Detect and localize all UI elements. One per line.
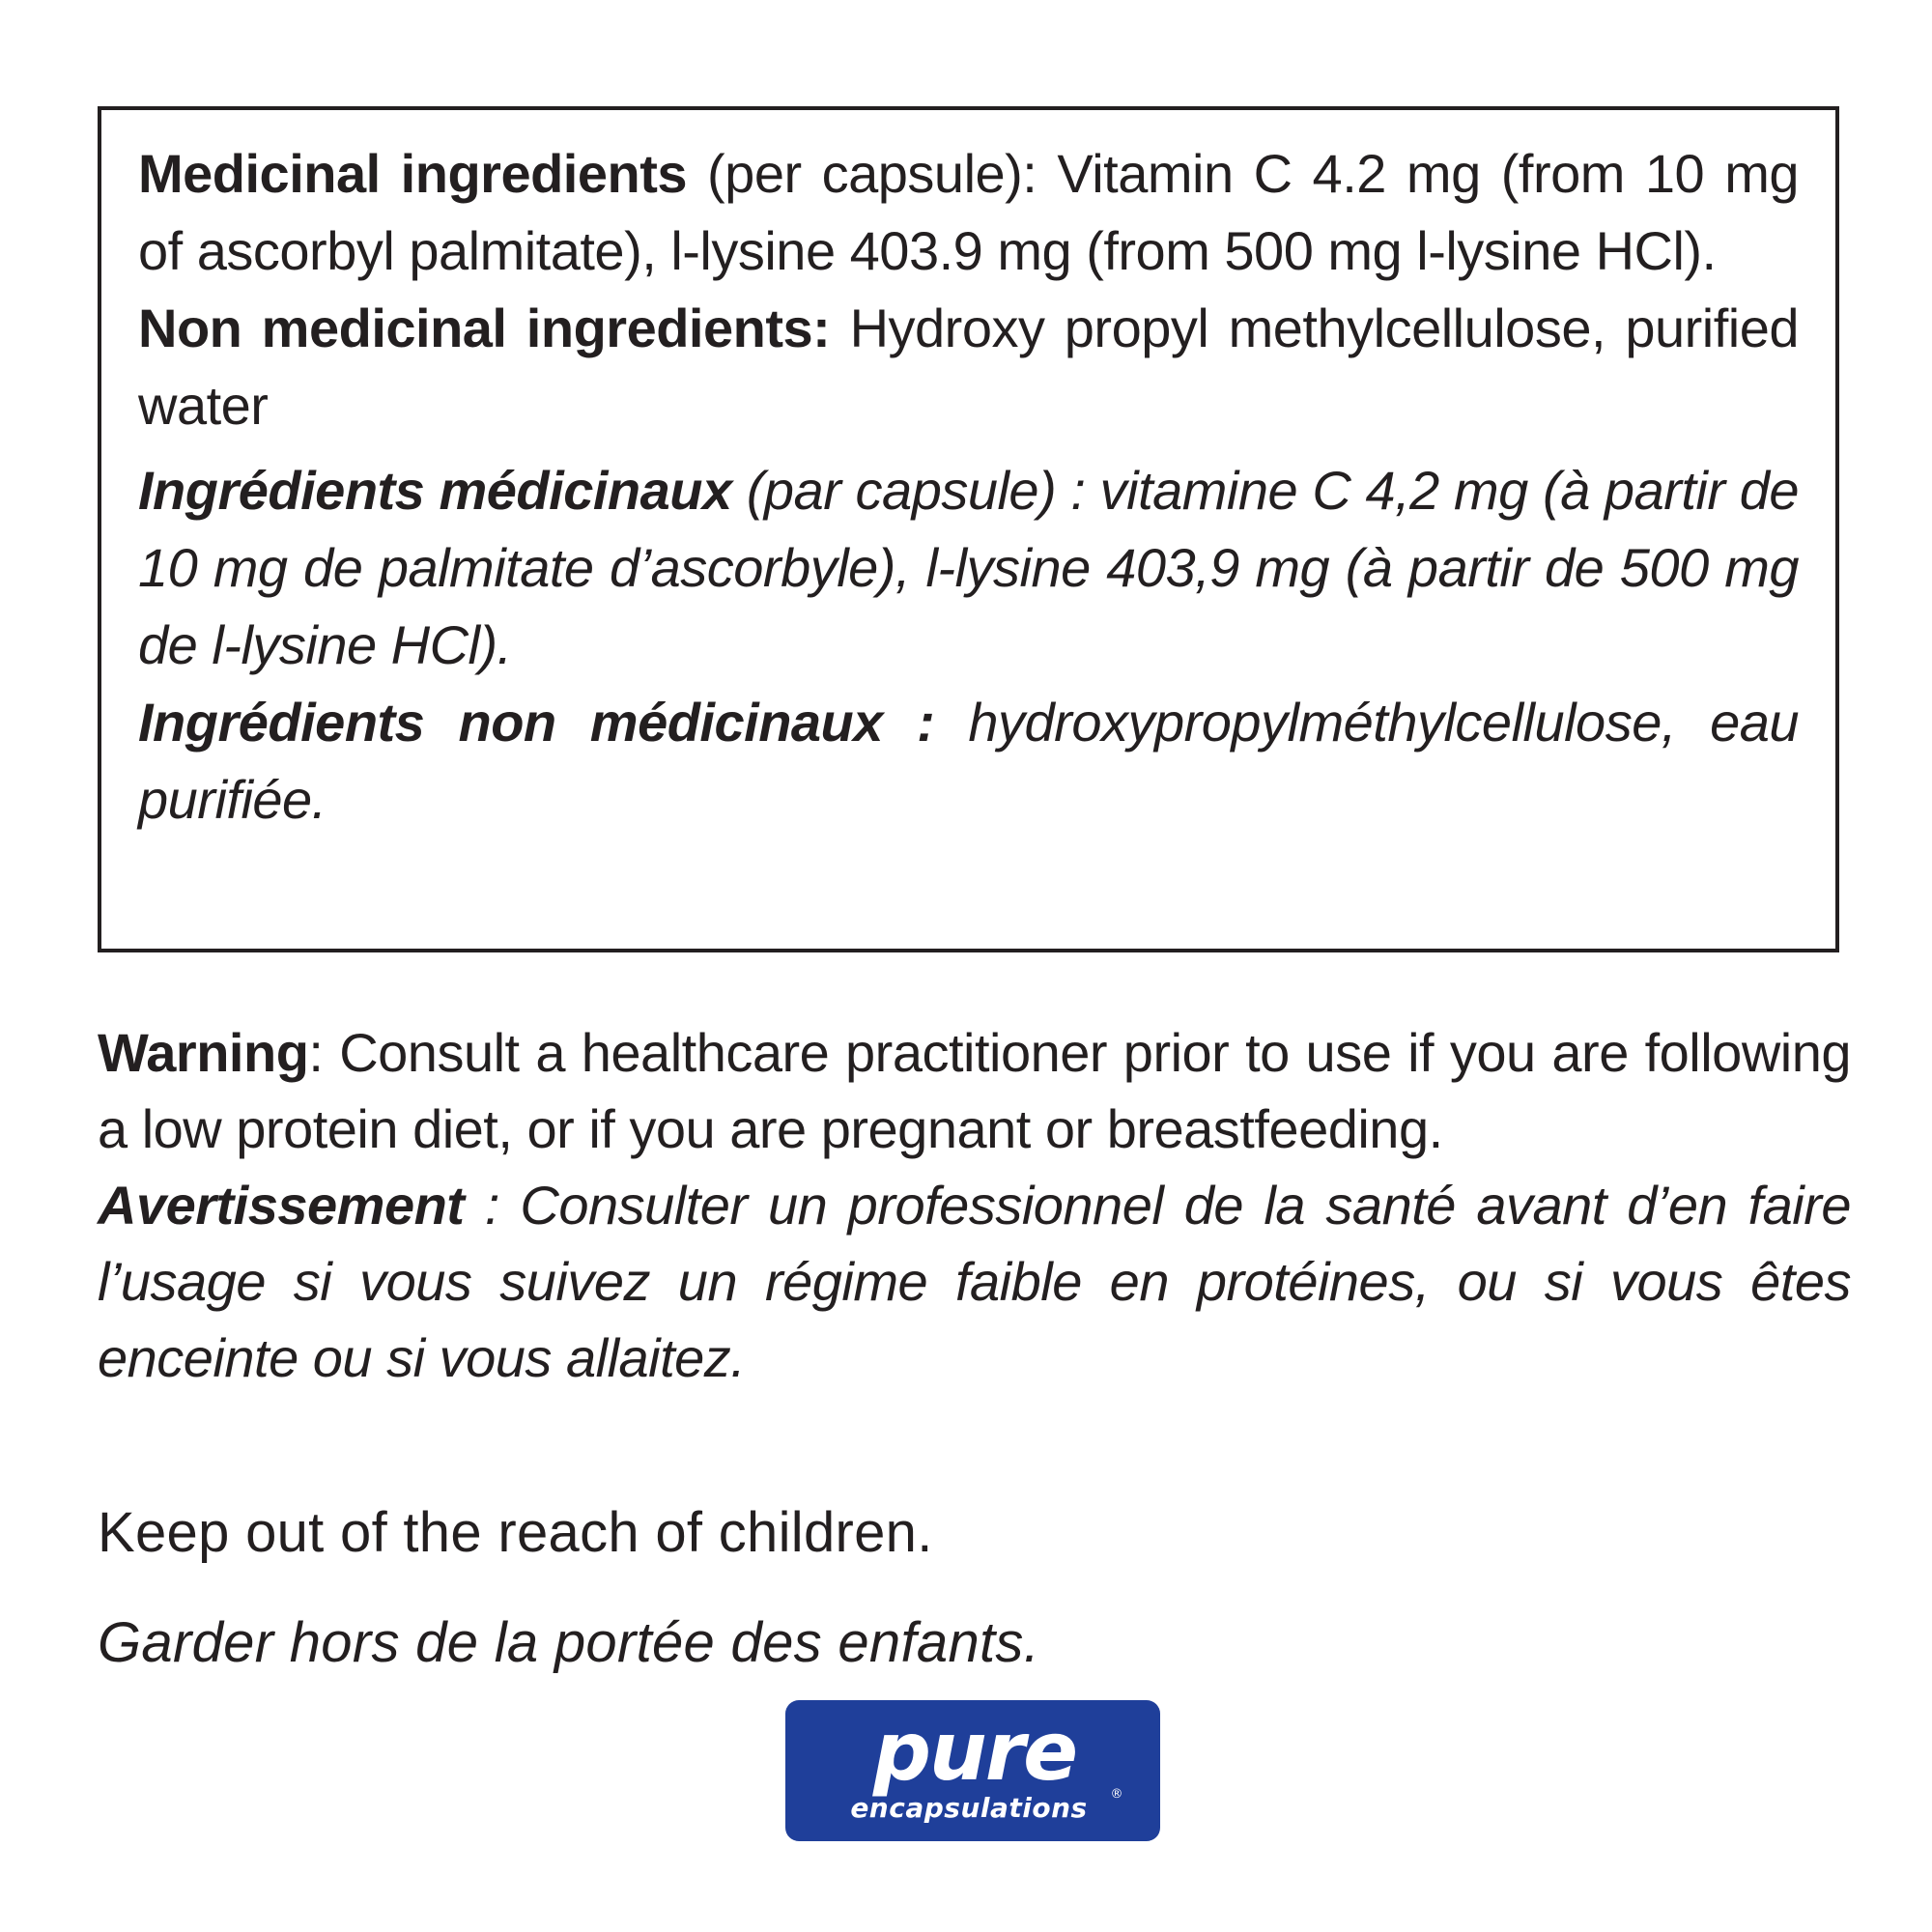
warnings-section [98, 1014, 1851, 1396]
warning-en-text: : Consult a healthcare practitioner prior to use if you are following a low protein diet, or if you are pregnant or breastfeeding. [98, 1022, 1851, 1159]
warning-en [98, 1014, 1851, 1167]
non-medicinal-ingredients-fr [138, 684, 1799, 838]
logo-registered-mark: ® [1110, 1787, 1123, 1802]
medicinal-ingredients-en [138, 135, 1799, 290]
non-medicinal-ingredients-fr-label: Ingrédients non médicinaux : [138, 692, 935, 753]
warning-en-label: Warning [98, 1022, 309, 1083]
medicinal-ingredients-fr-text: (par capsule) : vitamine C 4,2 mg (à partir de 10 mg de palmitate d’ascorbyle), l-lysine 403,9 mg (à partir de 500 mg de l-lysine HCl). [138, 460, 1799, 675]
ingredients-box [98, 106, 1839, 952]
children-notice [98, 1478, 1851, 1698]
non-medicinal-ingredients-en [138, 290, 1799, 444]
warning-fr [98, 1167, 1851, 1396]
logo-brand-text: pure [872, 1704, 1077, 1799]
children-notice-en: Keep out of the reach of children. [98, 1501, 933, 1564]
medicinal-ingredients-fr [138, 452, 1799, 684]
non-medicinal-ingredients-en-text: Hydroxy propyl methylcellulose, purified water [138, 298, 1800, 436]
medicinal-ingredients-fr-label: Ingrédients médicinaux [138, 460, 732, 521]
logo-subtitle-text: encapsulations [850, 1792, 1088, 1824]
warning-fr-text: : Consulter un professionnel de la santé avant d’en faire l’usage si vous suivez un régime faible en protéines, ou si vous êtes enceinte ou si vous allaitez. [98, 1175, 1851, 1388]
medicinal-ingredients-en-text: (per capsule): Vitamin C 4.2 mg (from 10 mg of ascorbyl palmitate), l-lysine 403.9 mg (from 500 mg l-lysine HCl). [138, 143, 1799, 281]
warning-fr-label: Avertissement [98, 1175, 465, 1236]
non-medicinal-ingredients-fr-text: hydroxypropylméthylcellulose, eau purifiée. [138, 692, 1799, 830]
medicinal-ingredients-en-label: Medicinal ingredients [138, 143, 688, 204]
pure-encapsulations-logo-mark [785, 1700, 1160, 1841]
non-medicinal-ingredients-en-label: Non medicinal ingredients: [138, 298, 831, 358]
pure-encapsulations-logo [785, 1700, 1160, 1841]
children-notice-fr: Garder hors de la portée des enfants. [98, 1611, 1040, 1674]
